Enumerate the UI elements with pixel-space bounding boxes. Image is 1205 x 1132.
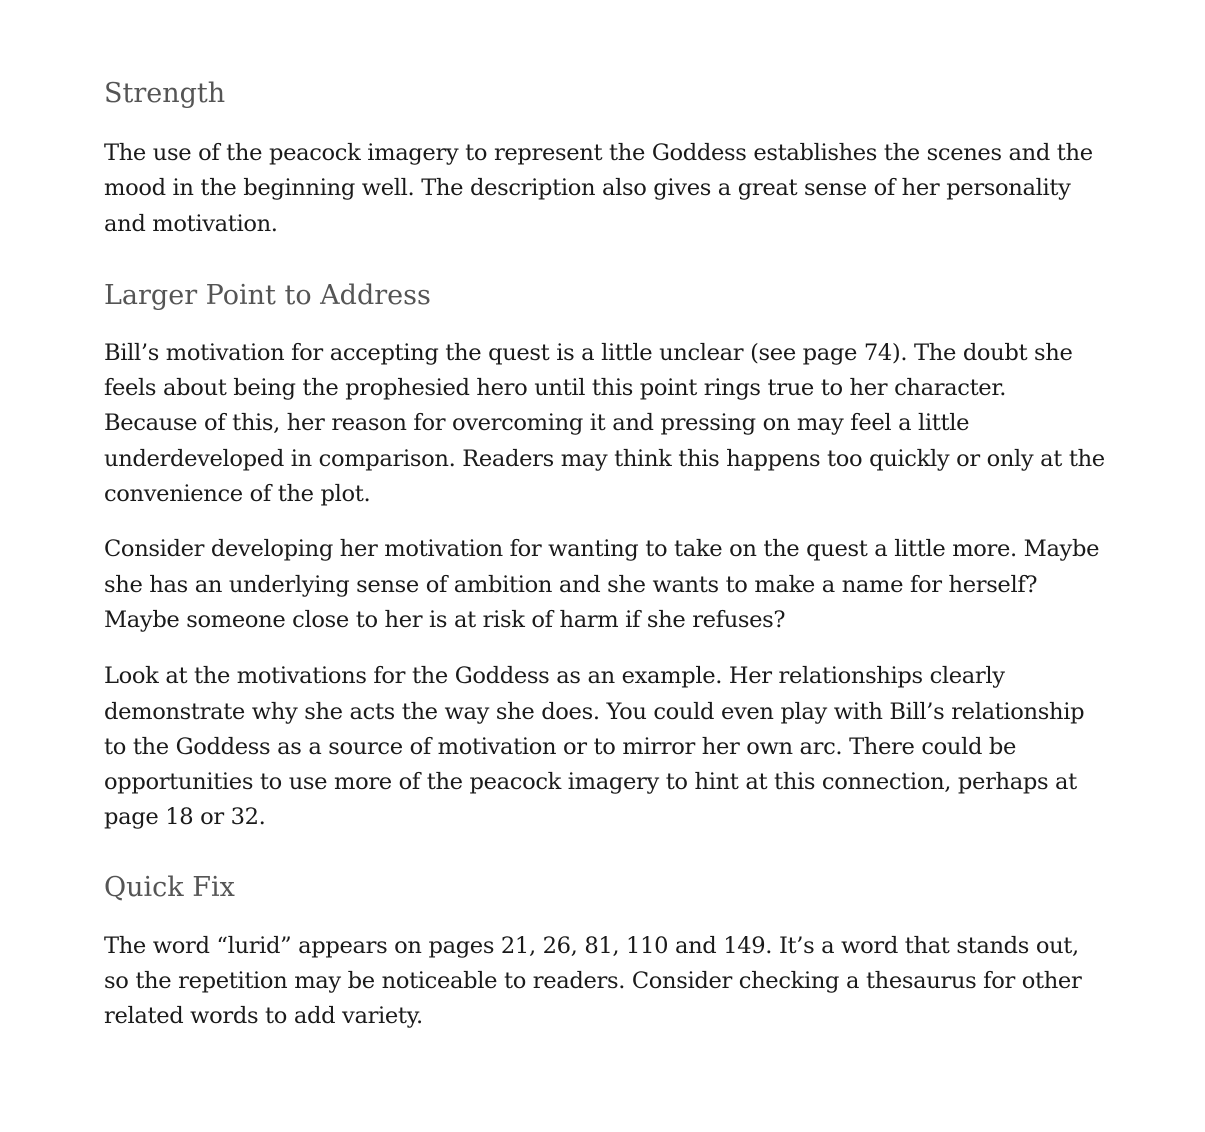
strength-heading: Strength: [104, 78, 226, 109]
feedback-document: [104, 76, 1105, 1035]
larger-point-paragraph-1: Bill’s motivation for accepting the quest is a little unclear (see page 74). The doubt she feels about being the prophesied hero until this point rings true to her character. Because of this, her reason for overcoming it and pressing on may feel a little underdeveloped in comparison. Readers may think this happens too quickly or only at the convenience of the plot.: [104, 339, 1105, 508]
larger-point-heading: Larger Point to Address: [104, 279, 431, 311]
larger-point-paragraph-2: Consider developing her motivation for wanting to take on the quest a little more. Maybe she has an underlying sense of ambition and she wants to make a name for herself? Maybe someone close to her is at risk of harm if she refuses?: [104, 536, 1100, 633]
quick-fix-paragraph: The word “lurid” appears on pages 21, 26, 81, 110 and 149. It’s a word that stands out, so the repetition may be noticeable to readers. Consider checking a thesaurus for other related words to add variety.: [104, 932, 1082, 1030]
strength-paragraph: The use of the peacock imagery to represent the Goddess establishes the scenes and the mood in the beginning well. The description also gives a great sense of her personality and motivation.: [104, 140, 1093, 237]
quick-fix-heading: Quick Fix: [104, 871, 235, 903]
larger-point-paragraph-3: Look at the motivations for the Goddess as an example. Her relationships clearly demonstrate why she acts the way she does. You could even play with Bill’s relationship to the Goddess as a source of motivation or to mirror her own arc. There could be opportunities to use more of the peacock imagery to hint at this connection, perhaps at page 18 or 32.: [104, 663, 1085, 831]
